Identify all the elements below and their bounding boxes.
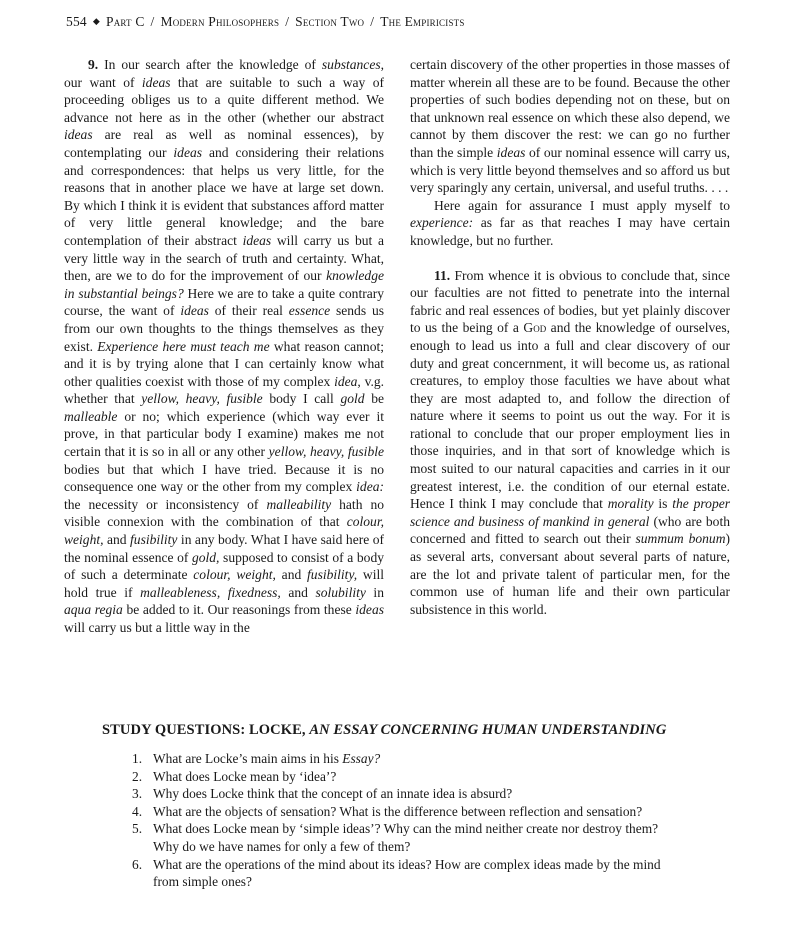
italic-run: summum bonum	[635, 531, 726, 547]
italic-run: colour, weight,	[193, 567, 276, 583]
section-number: 11.	[434, 267, 451, 283]
paragraph-section-11	[410, 267, 730, 619]
text-run: be	[364, 391, 384, 407]
question-text: What does Locke mean by ‘simple ideas’? Why can the mind neither create nor destroy them? Why do we have names for only a few of them?	[153, 821, 659, 854]
italic-run: ideas	[496, 144, 526, 160]
question-text: What are Locke’s main aims in his	[153, 751, 343, 766]
text-run: and	[103, 532, 131, 548]
italic-run: ideas	[141, 74, 171, 90]
italic-run: malleable	[64, 408, 118, 424]
text-run: Here again for assurance I must apply myself to	[434, 197, 730, 213]
paragraph-continuation	[410, 56, 730, 197]
italic-run: solubility	[315, 584, 366, 600]
text-run: in any body. What I have said here of the nominal essence of	[64, 532, 384, 565]
text-run: or no; which experience (which way ever it prove, in that particular body I examine) makes me not certain that it is so in all or any other	[64, 408, 384, 460]
header-separator: /	[370, 14, 375, 29]
study-questions-list	[132, 750, 677, 891]
text-run: in	[365, 584, 384, 600]
italic-run: ideas	[173, 144, 203, 160]
text-run: what reason cannot; and it is by trying alone that I can certainly know what other qualities coexist with those of my complex	[64, 338, 385, 389]
text-run: body I call	[262, 391, 341, 407]
text-run: sends us from our own thoughts to the things themselves as they exist.	[64, 303, 384, 354]
italic-run: gold,	[191, 549, 220, 565]
text-run: will carry us but a very little way in the search of truth and certainty. What, then, are we to do for the improvement of our	[64, 232, 385, 284]
text-run: are real as well as nominal essences), by contemplating our	[64, 127, 384, 160]
running-head	[66, 14, 465, 30]
list-item	[132, 785, 677, 803]
italic-run: essence	[288, 303, 331, 319]
text-run: and the knowledge of ourselves, enough to lead us into a full and clear discovery of our duty and great concernment, it will become us, as rational creatures, to employ those faculties we have about what they are most adapted to, and follow the direction of nature where it seems to point us out the way. For it is rational to conclude that our proper employment lies in those inquiries, and in that sort of knowledge which is most suited to our natural capacities and carries in it our greatest interest, i.e. the condition of our eternal estate. Hence I think I may conclude that	[410, 320, 730, 512]
italic-run: yellow, heavy, fusible	[141, 391, 263, 407]
italic-run: morality	[607, 496, 654, 512]
list-item	[132, 856, 677, 891]
italic-run: yellow, heavy, fusible	[268, 444, 384, 460]
diamond-icon: ◆	[92, 16, 100, 26]
italic-run: experience:	[410, 215, 474, 231]
list-item	[132, 768, 677, 786]
text-run: ) as several arts, conversant about several parts of nature, are the lot and private talent of particular men, for the common use of human life and their own particular subsistence in this world.	[410, 531, 730, 617]
italic-run: knowledge in substantial beings?	[64, 268, 384, 301]
text-run: (who are both concerned and fitted to search out their	[410, 513, 730, 547]
question-number: 6.	[132, 856, 143, 872]
question-italic: Essay?	[342, 751, 381, 766]
text-run: hath no visible connexion with the combination of that	[64, 496, 384, 530]
italic-run: fusibility,	[307, 567, 358, 583]
list-item	[132, 820, 677, 855]
text-run: and considering their relations and correspondences: that helps us very little, for the reasons that in another place we have at large set down. By which I think it is evident that substances afford matter of very little general knowledge; and the bare contemplation of their abstract	[64, 144, 384, 248]
text-run: is	[653, 496, 673, 512]
text-run: will hold true if	[64, 567, 384, 600]
paragraph-experience	[410, 197, 730, 250]
text-run: that are suitable to such a way of proceeding obliges us to a quite different method. We advance not here as in the other (whether our abstract	[64, 74, 384, 125]
section-number: 9.	[88, 57, 99, 72]
text-run: Here we are to take a quite contrary course, the want of	[64, 285, 385, 319]
italic-run: malleableness, fixedness,	[140, 584, 281, 600]
italic-run: idea	[334, 373, 358, 389]
list-item	[132, 803, 677, 821]
italic-run: aqua regia	[64, 602, 123, 618]
small-caps-run: God	[523, 320, 547, 336]
question-text: What does Locke mean by ‘idea’?	[153, 768, 337, 784]
question-number: 4.	[132, 803, 143, 819]
paragraph-section-9	[64, 56, 384, 637]
text-run: In our search after the knowledge of	[98, 57, 322, 72]
paragraph-gap	[410, 250, 730, 267]
text-run: and	[275, 567, 308, 583]
italic-run: colour, weight,	[64, 514, 384, 548]
text-run: bodies but that which I have tried. Because it is no consequence one way or the other from my complex	[64, 461, 384, 495]
italic-run: malleability	[266, 496, 332, 512]
text-run: of their real	[208, 303, 289, 319]
text-run: will carry us but a little way in the	[64, 620, 250, 635]
italic-run: the proper science and business of mankind in general	[410, 496, 731, 529]
text-run: supposed to consist of a body of such a determinate	[64, 549, 384, 583]
section-b-label: Section Two	[295, 14, 365, 29]
italic-run: fusibility	[130, 532, 178, 548]
italic-run: ideas	[180, 303, 209, 319]
left-column	[64, 56, 384, 637]
question-number: 5.	[132, 821, 143, 837]
section-c-label: The Empiricists	[380, 14, 465, 29]
question-number: 1.	[132, 751, 143, 766]
text-run: be added to it. Our reasonings from these	[122, 602, 356, 618]
header-separator: /	[150, 14, 155, 29]
right-column	[410, 56, 730, 618]
title-prefix: STUDY QUESTIONS: LOCKE,	[102, 722, 310, 738]
text-run: and	[280, 584, 316, 600]
text-run: , v.g. whether that	[64, 373, 385, 407]
question-text: What are the objects of sensation? What is the difference between reflection and sensation?	[153, 803, 643, 819]
question-text: Why does Locke think that the concept of an innate idea is absurd?	[153, 786, 513, 802]
part-label: Part C	[105, 14, 145, 29]
text-run: certain discovery of the other properties in those masses of matter wherein all these are to be found. Because the other properties of such bodies depending not on these, but on that unknown real essence on which these also depend, we cannot by them discover the rest: we can go no further than the simple	[410, 57, 730, 160]
italic-run: gold	[340, 391, 365, 407]
question-number: 2.	[132, 768, 143, 784]
question-text: What are the operations of the mind about its ideas? How are complex ideas made by the mind from simple ones?	[153, 856, 661, 890]
question-number: 3.	[132, 786, 143, 802]
study-questions-title	[102, 722, 666, 739]
text-run: as far as that reaches I may have certain knowledge, but no further.	[410, 215, 730, 248]
header-separator: /	[285, 14, 290, 29]
text-run: of our nominal essence will carry us, which is very little beyond themselves and so afford us but very sparingly any certain, universal, and useful truths. . . .	[410, 144, 730, 196]
italic-run: ideas	[242, 232, 272, 248]
text-run: From whence it is obvious to conclude that, since our faculties are not fitted to penetrate into the internal fabric and real essences of bodies, but yet plainly discover to us the being of a	[410, 267, 730, 336]
section-a-label: Modern Philosophers	[160, 14, 280, 29]
italic-run: ideas	[355, 602, 384, 618]
italic-run: idea:	[356, 479, 384, 495]
page-number: 554	[66, 14, 87, 29]
title-italic: AN ESSAY CONCERNING HUMAN UNDERSTANDING	[309, 722, 667, 738]
list-item	[132, 750, 677, 768]
text-run: , our want of	[64, 57, 384, 90]
text-run: the necessity or inconsistency of	[64, 496, 267, 512]
italic-run: Experience here must teach me	[97, 338, 270, 354]
italic-run: substances	[321, 57, 381, 72]
italic-run: ideas	[64, 127, 93, 143]
